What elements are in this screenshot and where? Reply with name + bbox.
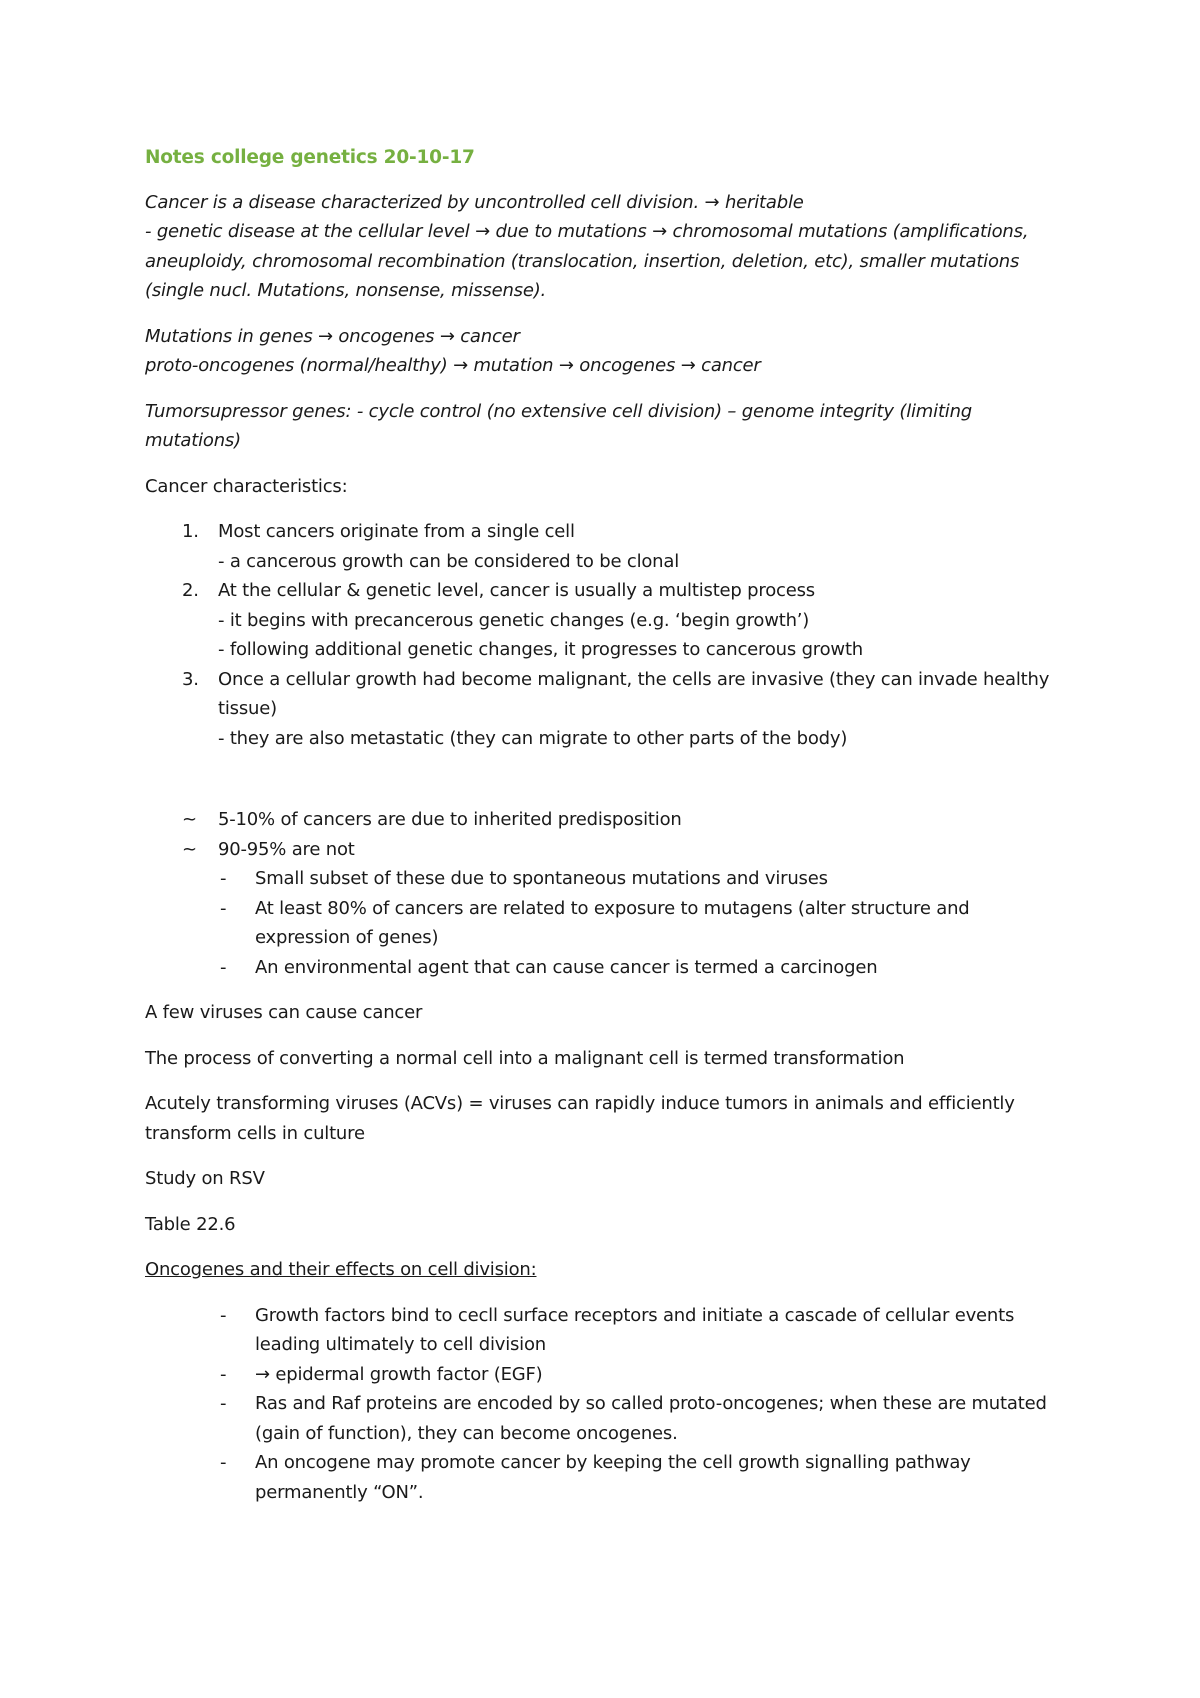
dash-marker: - — [220, 1363, 227, 1385]
list-line: permanently “ON”. — [255, 1481, 424, 1503]
dash-marker: - — [220, 1304, 227, 1326]
characteristics-heading: Cancer characteristics: — [145, 475, 348, 497]
table-reference: Table 22.6 — [145, 1213, 236, 1235]
tumorsupressor-line: Tumorsupressor genes: - cycle control (no extensive cell division) – genome integrity (limiting — [145, 400, 973, 422]
dash-marker: - — [220, 1452, 227, 1473]
dash-marker: - — [220, 956, 227, 978]
list-line: - a cancerous growth can be considered to be clonal — [218, 550, 680, 572]
list-number: 2. — [182, 580, 199, 601]
list-line: → epidermal growth factor (EGF) — [255, 1363, 543, 1385]
tilde-marker: ~ — [182, 809, 197, 830]
oncogenes-heading: Oncogenes and their effects on cell division: — [145, 1259, 537, 1280]
list-line: - following additional genetic changes, it progresses to cancerous growth — [218, 639, 864, 660]
mutations-line: Mutations in genes → oncogenes → cancer — [145, 325, 520, 347]
list-item — [145, 953, 1080, 983]
list-line: An oncogene may promote cancer by keeping the cell growth signalling pathway — [255, 1452, 971, 1473]
acv-line: transform cells in culture — [145, 1122, 365, 1144]
list-line: expression of genes) — [255, 927, 439, 948]
list-item — [145, 894, 1080, 953]
list-line: leading ultimately to cell division — [255, 1334, 546, 1355]
list-item — [145, 835, 1080, 865]
list-line: - it begins with precancerous genetic changes (e.g. ‘begin growth’) — [218, 609, 810, 631]
list-item — [145, 517, 1080, 576]
list-line: Once a cellular growth had become malignant, the cells are invasive (they can invade healthy — [218, 668, 1050, 690]
list-item — [145, 1389, 1080, 1448]
list-item — [145, 1360, 1080, 1390]
list-number: 3. — [182, 668, 199, 690]
list-line: - they are also metastatic (they can migrate to other parts of the body) — [218, 727, 848, 749]
rsv-paragraph: Study on RSV — [145, 1168, 265, 1189]
tilde-list — [145, 805, 1080, 864]
list-item — [145, 864, 1080, 894]
intro-paragraph — [145, 188, 1080, 306]
list-item — [145, 576, 1080, 665]
dash-marker: - — [220, 868, 227, 889]
list-item — [145, 1301, 1080, 1360]
intro-line: (single nucl. Mutations, nonsense, missense). — [145, 280, 547, 301]
list-item — [145, 665, 1080, 754]
list-line: 5-10% of cancers are due to inherited predisposition — [218, 809, 682, 830]
intro-line: Cancer is a disease characterized by uncontrolled cell division. → heritable — [145, 191, 804, 213]
list-item — [145, 805, 1080, 835]
list-line: tissue) — [218, 698, 277, 719]
intro-line: - genetic disease at the cellular level → due to mutations → chromosomal mutations (amplifications, — [145, 221, 1029, 242]
list-line: An environmental agent that can cause cancer is termed a carcinogen — [255, 956, 878, 978]
tumorsupressor-line: mutations) — [145, 430, 241, 451]
list-line: Small subset of these due to spontaneous mutations and viruses — [255, 868, 828, 889]
acv-paragraph — [145, 1089, 1080, 1148]
tumorsupressor-paragraph — [145, 397, 1080, 456]
dash-list — [145, 864, 1080, 982]
acv-line: Acutely transforming viruses (ACVs) = viruses can rapidly induce tumors in animals and efficiently — [145, 1093, 1015, 1114]
list-line: At the cellular & genetic level, cancer is usually a multistep process — [218, 580, 815, 601]
list-item — [145, 1448, 1080, 1507]
mutations-paragraph — [145, 322, 1080, 381]
list-line: Most cancers originate from a single cell — [218, 521, 575, 542]
dash-marker: - — [220, 1393, 227, 1414]
transformation-paragraph: The process of converting a normal cell into a malignant cell is termed transformation — [145, 1047, 905, 1069]
list-number: 1. — [182, 521, 199, 542]
list-line: (gain of function), they can become oncogenes. — [255, 1422, 678, 1444]
dash-marker: - — [220, 897, 227, 919]
spacer — [145, 753, 1080, 805]
list-line: Ras and Raf proteins are encoded by so called proto-oncogenes; when these are mutated — [255, 1393, 1047, 1414]
page-title: Notes college genetics 20-10-17 — [145, 147, 475, 168]
list-line: Growth factors bind to cecll surface receptors and initiate a cascade of cellular events — [255, 1304, 1015, 1326]
list-line: At least 80% of cancers are related to exposure to mutagens (alter structure and — [255, 897, 970, 919]
list-line: 90-95% are not — [218, 838, 355, 860]
intro-line: aneuploidy, chromosomal recombination (translocation, insertion, deletion, etc), smaller mutations — [145, 250, 1020, 272]
oncogenes-list — [145, 1301, 1080, 1508]
characteristics-list — [145, 517, 1080, 753]
viruses-paragraph: A few viruses can cause cancer — [145, 1002, 423, 1023]
tilde-marker: ~ — [182, 838, 197, 860]
mutations-line: proto-oncogenes (normal/healthy) → mutation → oncogenes → cancer — [145, 355, 761, 376]
